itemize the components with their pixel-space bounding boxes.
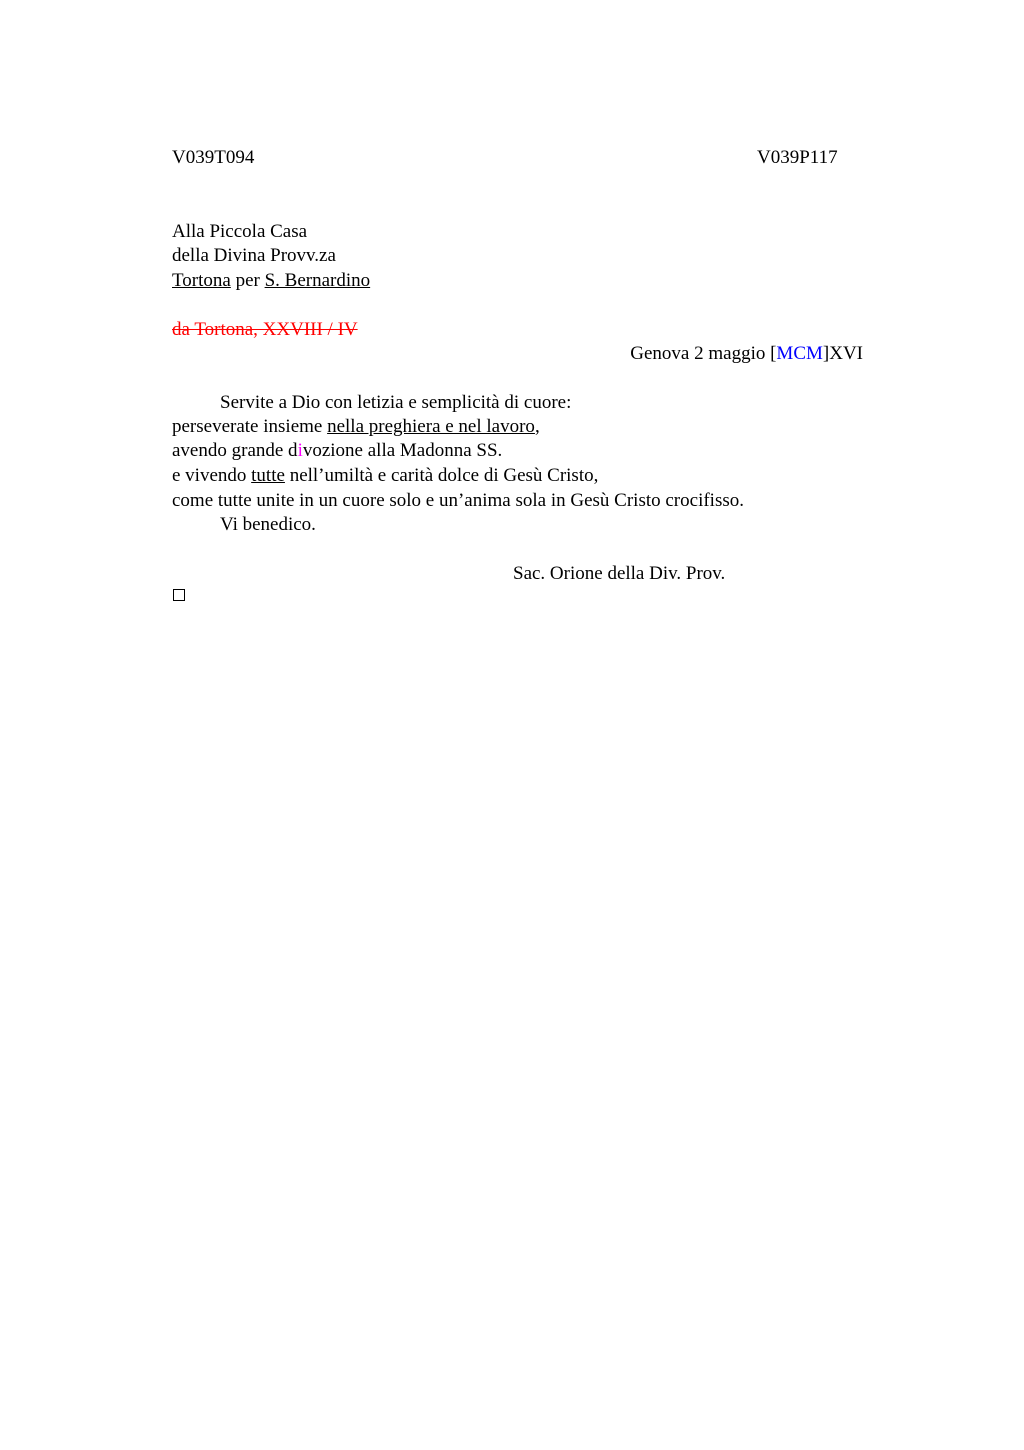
body-line-2-underlined: nella preghiera e nel lavoro [327,416,535,437]
body-line-3-pre: avendo grande d [172,440,298,461]
body-line-6: Vi benedico. [220,514,316,535]
address-separator: per [230,270,265,291]
body-line-4-underlined: tutte [251,465,285,486]
body-line-4-pre: e vivendo [172,465,252,486]
document-code-right: V039P117 [757,147,838,168]
signature: Sac. Orione della Div. Prov. [513,563,726,584]
body-line-5: come tutte unite in un cuore solo e un’anima sola in Gesù Cristo crocifisso. [172,490,744,511]
body-line-3 [172,439,502,463]
address-line-3 [172,269,370,293]
date-prefix: Genova 2 maggio [ [630,343,777,364]
body-line-2-pre: perseverate insieme [172,416,328,437]
address-city: Tortona [172,270,231,291]
body-line-2 [172,415,540,439]
postmark-deleted: da Tortona, XXVIII / IV [172,319,358,340]
body-line-3-correction: i [297,440,303,461]
body-line-2-post: , [534,416,540,437]
body-line-3-post: vozione alla Madonna SS. [302,440,503,461]
body-line-4-post: nell’umiltà e carità dolce di Gesù Cristo, [284,465,599,486]
address-line-2: della Divina Provv.za [172,245,336,266]
date-inserted: MCM [776,343,823,364]
square-glyph-icon [173,589,185,601]
address-line-1: Alla Piccola Casa [172,221,308,242]
letter-date [630,342,863,366]
address-place: S. Bernardino [264,270,371,291]
document-code-left: V039T094 [172,147,255,168]
body-line-4 [172,464,598,488]
date-suffix: ]XVI [822,343,863,364]
body-line-1: Servite a Dio con letizia e semplicità di cuore: [220,392,572,413]
